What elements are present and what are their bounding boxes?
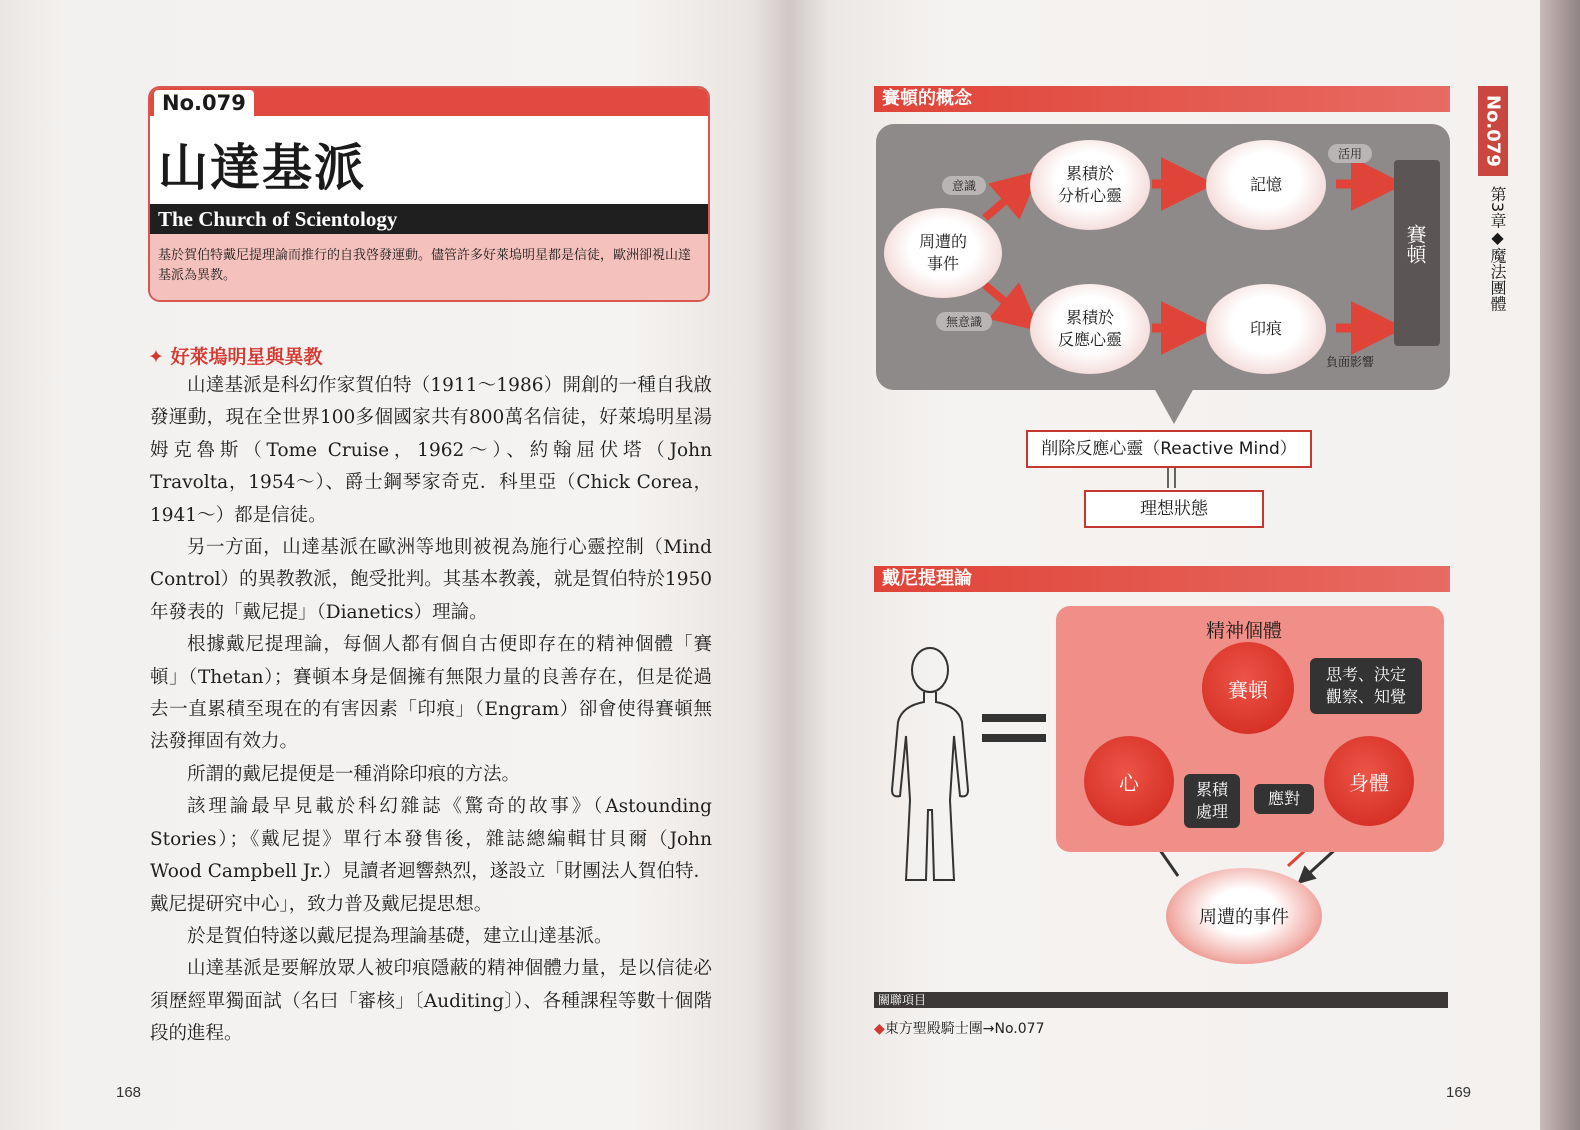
paragraph: 山達基派是科幻作家賀伯特（1911～1986）開創的一種自我啟發運動，現在全世界100多個國家共有800萬名信徒，好萊塢明星湯姆克魯斯（Tome Cruise，1962～）、約翰屈伏塔（John Travolta，1954～）、爵士鋼琴家奇克．科里亞（Chick Corea，1941～）都是信徒。 [150, 375, 712, 526]
node-surrounding-events: 周遭的事件 [1166, 868, 1322, 964]
node-label: 累積於 反應心靈 [1057, 308, 1122, 349]
page-number-left: 168 [116, 1084, 142, 1101]
section-subheading: ✦ 好萊塢明星與異教 [148, 346, 323, 368]
related-items-bar: 關聯項目 [874, 992, 1448, 1008]
entry-description: 基於賀伯特戴尼提理論而推行的自我啓發運動。儘管許多好萊塢明星都是信徒，歐洲卻視山達基派為異教。 [150, 234, 708, 300]
box-accumulate: 累積 處理 [1184, 774, 1240, 828]
node-reactive-mind [1030, 284, 1150, 374]
node-body: 身體 [1324, 736, 1414, 826]
label-use: 活用 [1328, 144, 1372, 163]
node-label: 累積於 分析心靈 [1057, 164, 1122, 205]
label-unconscious: 無意識 [936, 312, 992, 331]
thetan-bar-label: 賽頓 [1403, 224, 1427, 264]
page-number-right: 169 [1446, 1084, 1472, 1101]
entry-title: 山達基派 [158, 138, 366, 197]
node-label: 記憶 [1249, 175, 1282, 194]
node-label: 周遭的 事件 [918, 232, 967, 273]
box-remove-reactive-mind: 削除反應心靈（Reactive Mind） [1026, 430, 1312, 468]
node-thetan: 賽頓 [1202, 642, 1294, 734]
paragraph: 另一方面，山達基派在歐洲等地則被視為施行心靈控制（Mind Control）的異教教派，飽受批判。其基本教義，就是賀伯特於1950年發表的「戴尼提」（Dianetics）理論。 [150, 537, 712, 623]
entry-number: No.079 [154, 90, 254, 116]
node-memory [1206, 140, 1326, 230]
node-label: 印痕 [1249, 319, 1282, 338]
node-engram [1206, 284, 1326, 374]
paragraph: 於是賀伯特遂以戴尼提為理論基礎，建立山達基派。 [187, 925, 613, 947]
paragraph: 該理論最早見載於科幻雜誌《驚奇的故事》（Astounding Stories）；《戴尼提》單行本發售後，雜誌總編輯甘貝爾（John Wood Campbell Jr.）見讀者迴響熱烈，遂設立「財團法人賀伯特．戴尼提研究中心」，致力普及戴尼提思想。 [150, 796, 712, 915]
paragraph: 山達基派是要解放眾人被印痕隱蔽的精神個體力量，是以信徒必須歷經單獨面試（名曰「審核」〔Auditing〕）、各種課程等數十個階段的進程。 [150, 958, 712, 1045]
section-title-thetan-concept: 賽頓的概念 [874, 86, 1450, 112]
box-think-observe: 思考、決定 觀察、知覺 [1310, 658, 1422, 714]
label-conscious: 意識 [942, 176, 986, 195]
node-analytic-mind [1030, 140, 1150, 230]
human-figure-icon [884, 640, 976, 890]
box-respond: 應對 [1254, 784, 1314, 814]
related-item [874, 1018, 1044, 1038]
box-ideal-state: 理想狀態 [1084, 490, 1264, 528]
side-tab-number: No.079 [1478, 86, 1508, 176]
spiritual-entity-title: 精神個體 [1206, 620, 1283, 642]
related-item-link[interactable]: 東方聖殿騎士團→No.077 [884, 1021, 1045, 1037]
label-negative-effect: 負面影響 [1326, 355, 1375, 369]
side-chapter-label: 第3章◆魔法團體 [1488, 186, 1507, 312]
paragraph: 根據戴尼提理論，每個人都有個自古便即存在的精神個體「賽頓」（Thetan）；賽頓本身是個擁有無限力量的良善存在，但是從過去一直累積至現在的有害因素「印痕」（Engram）卻會使得賽頓無法發揮固有效力。 [150, 634, 712, 753]
diamond-icon: ◆ [874, 1021, 885, 1037]
paragraph: 所謂的戴尼提便是一種消除印痕的方法。 [187, 763, 521, 785]
section-title-dianetics: 戴尼提理論 [874, 566, 1450, 592]
entry-english-title: The Church of Scientology [150, 204, 708, 234]
node-mind: 心 [1084, 736, 1174, 826]
node-surrounding-event [884, 208, 1002, 298]
